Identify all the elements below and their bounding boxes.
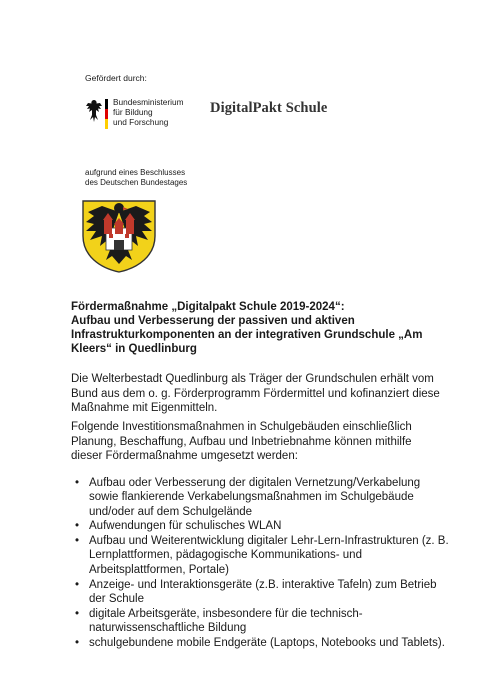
resolution-line: aufgrund eines Beschlusses (85, 168, 186, 177)
ministry-line: Bundesministerium (113, 97, 184, 107)
title-line-1: Fördermaßnahme „Digitalpakt Schule 2019-2024“: (71, 301, 345, 313)
bundestag-resolution-note (85, 168, 187, 188)
german-flag-bar (105, 99, 108, 129)
intro-paragraph: Die Welterbestadt Quedlinburg als Träger der Grundschulen erhält vom Bund aus dem o. g. Förderprogramm Fördermittel und kofinanziert diese Maßnahme mit Eigenmitteln. (71, 373, 440, 414)
quedlinburg-coat-of-arms-icon (80, 198, 158, 274)
ministry-line: und Forschung (113, 117, 169, 127)
measures-intro-paragraph: Folgende Investitionsmaßnahmen in Schulgebäuden einschließlich Planung, Beschaffung, Aufbau und Inbetriebnahme können mithilfe dieser Fördermaßnahme umgesetzt werden: (71, 421, 412, 462)
sponsor-label: Gefördert durch: (85, 73, 147, 83)
list-item: • digitale Arbeitsgeräte, insbesondere für die technisch-naturwissenschaftliche Bildung (89, 607, 449, 636)
list-item: • Aufbau oder Verbesserung der digitalen Vernetzung/Verkabelung sowie flankierende Verkabelungsmaßnahmen im Schulgebäude und/oder auf dem Schulgelände (89, 476, 449, 519)
measures-list (71, 476, 449, 651)
digitalpakt-logo: DigitalPakt Schule (210, 100, 328, 116)
resolution-line: des Deutschen Bundestages (85, 178, 188, 187)
ministry-line: für Bildung (113, 107, 153, 117)
title-line-2: Aufbau und Verbesserung der passiven und aktiven Infrastrukturkomponenten an der integrativen Grundschule „Am Kleers“ in Quedlinburg (71, 315, 423, 355)
bmbf-logo (85, 96, 225, 136)
list-item: • Aufbau und Weiterentwicklung digitaler Lehr-Lern-Infrastrukturen (z. B. Lernplattformen, pädagogische Kommunikations- und Arbeitsplattformen, Portale) (89, 534, 449, 577)
list-item: • Anzeige- und Interaktionsgeräte (z.B. interaktive Tafeln) zum Betrieb der Schule (89, 578, 449, 607)
federal-eagle-icon (85, 98, 103, 124)
list-item: • Aufwendungen für schulisches WLAN (89, 519, 449, 533)
page-title (71, 300, 441, 356)
list-item: • schulgebundene mobile Endgeräte (Laptops, Notebooks und Tablets). (89, 636, 449, 650)
ministry-name (113, 97, 184, 127)
